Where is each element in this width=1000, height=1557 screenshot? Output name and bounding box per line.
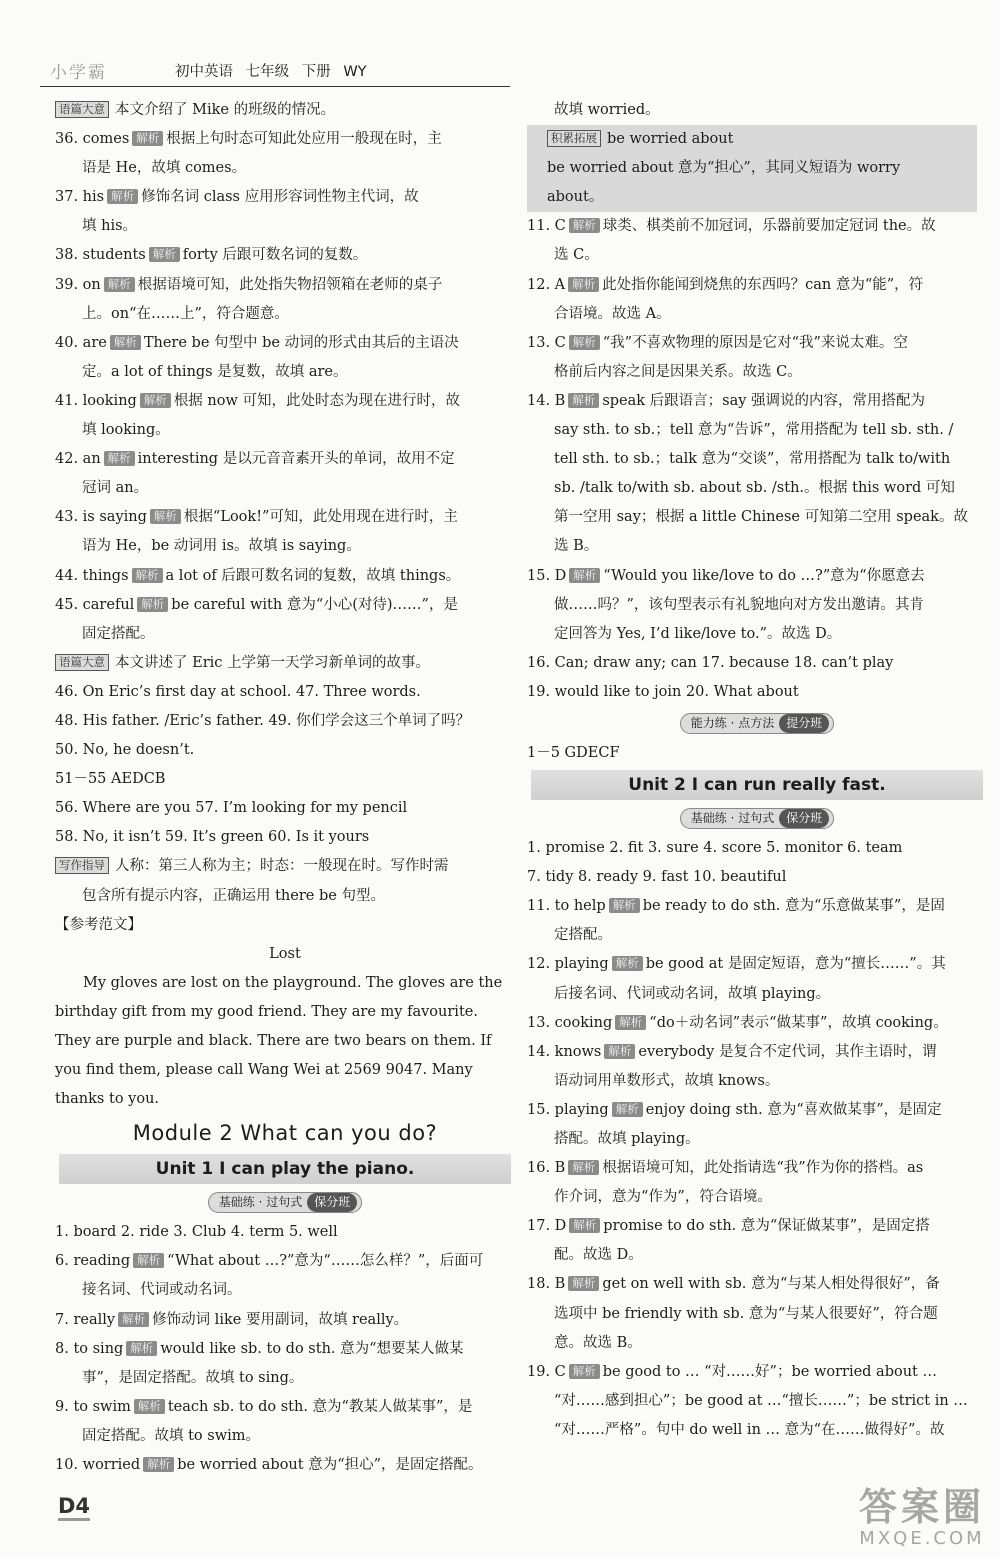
continuation-line [527,416,987,445]
continuation-line [527,1387,987,1416]
continuation-line [527,1300,987,1329]
analysis-tag: 解析 [568,393,599,408]
practice-level-banner [55,1186,515,1218]
line-text: tell sth. to sb.；talk 意为“交谈”，常用搭配为 talk to/with [554,451,951,468]
continuation-line [55,358,515,387]
continuation-line [527,1067,987,1096]
line-text: 上。on“在……上”，符合题意。 [82,305,289,322]
continuation-line [527,474,987,503]
line-text: 1. promise 2. fit 3. sure 4. score 5. monitor 6. team [527,840,903,857]
answer-line [55,707,515,736]
answer-line [527,1154,987,1183]
continuation-line [55,154,515,183]
unit-title-text: Unit 2 I can run really fast. [628,775,886,796]
answer-line [55,445,515,474]
line-text: “对……严格”。句中 do well in … 意为“在……做得好”。故 [554,1421,945,1438]
analysis-tag: 解析 [134,1399,165,1414]
line-text: 包含所有提示内容，正确运用 there be 句型。 [82,887,385,904]
continuation-line [527,980,987,1009]
line-text: 定搭配。 [554,927,612,944]
line-text: sb. /talk to/with sb. about sb. /sth.。根据 this word 可知 [554,480,955,497]
section-tag: 写作指导 [55,857,109,874]
analysis-text: be careful with 意为“小心(对待)……”，是 [171,596,458,613]
continuation-line [527,591,987,620]
answer-line [55,183,515,212]
line-text: 选 C。 [554,247,599,264]
answer-line [527,387,987,416]
analysis-tag: 解析 [104,451,135,466]
analysis-tag: 解析 [615,1015,646,1030]
answer-key: 19. C [527,1363,566,1380]
analysis-tag: 解析 [150,509,181,524]
header-text: 初中英语 七年级 下册 WY [175,64,367,80]
line-text: 合语境。故选 A。 [554,305,671,322]
analysis-text: speak 后跟语言；say 强调说的内容，常用搭配为 [602,392,926,409]
continuation-line [55,1422,515,1451]
analysis-tag: 解析 [149,247,180,262]
answer-line [55,387,515,416]
continuation-line [527,241,987,270]
practice-name: 基础练 · 过句式 [690,811,775,826]
analysis-text: 修饰动词 like 要用副词，故填 really。 [152,1311,409,1328]
line-text: 格前后内容之间是因果关系。故选 C。 [554,363,802,380]
analysis-tag: 解析 [107,189,138,204]
answer-key: 14. knows [527,1043,602,1060]
section-text: 本文讲述了 Eric 上学第一天学习新单词的故事。 [115,654,430,671]
answer-line [527,1212,987,1241]
answer-line [55,1247,515,1276]
answer-line [55,911,515,940]
practice-pill [680,713,834,734]
line-text: 46. On Eric’s first day at school. 47. Three words. [55,683,421,700]
answer-key: 8. to sing [55,1340,124,1357]
analysis-tag: 解析 [137,597,168,612]
section-summary [55,649,515,678]
section-summary [55,852,515,881]
answer-key: 36. comes [55,131,130,148]
answer-line [527,1270,987,1299]
answer-line [527,329,987,358]
analysis-tag: 解析 [604,1044,635,1059]
line-text: 1－5 GDECF [527,744,620,761]
analysis-tag: 解析 [569,335,600,350]
line-text: 48. His father. /Eric’s father. 49. 你们学会这三个单词了吗？ [55,712,471,729]
answer-key: 11. C [527,218,566,235]
watermark-main: 答案圈 [858,1485,985,1529]
continuation-line [527,300,987,329]
unit-title-text: Unit 1 I can play the piano. [155,1159,415,1180]
answer-line [55,823,515,852]
continuation-line [527,503,987,532]
unit-title [59,1154,511,1184]
analysis-text: “Would you like/love to do …?”意为“你愿意去 [603,567,925,584]
analysis-tag: 解析 [143,1457,174,1472]
analysis-text: a lot of 后跟可数名词的复数，故填 things。 [165,567,461,584]
essay-title-text: Lost [269,945,301,962]
tip-title: be worried about [607,131,734,148]
analysis-tag: 解析 [568,1276,599,1291]
line-text: 56. Where are you 57. I’m looking for my pencil [55,800,408,817]
answer-line [55,591,515,620]
analysis-tag: 解析 [132,131,163,146]
analysis-tag: 解析 [104,277,135,292]
answer-key: 6. reading [55,1253,131,1270]
answer-line [527,892,987,921]
analysis-text: “do＋动名词”表示“做某事”，故填 cooking。 [649,1014,948,1031]
line-text: “对……感到担心”；be good at …“擅长……”；be strict in … [554,1392,968,1409]
section-tag: 语篇大意 [55,654,109,671]
line-text: 冠词 an。 [82,480,149,497]
line-text: 语动词用单数形式，故填 knows。 [554,1072,780,1089]
answer-line [527,649,987,678]
analysis-text: 球类、棋类前不加冠词，乐器前要加定冠词 the。故 [602,218,936,235]
continuation-line [527,358,987,387]
line-text: say sth. to sb.；tell 意为“告诉”，常用搭配为 tell sb. sth. / [554,422,954,439]
practice-level-banner [527,802,987,834]
left-column [55,96,515,1480]
answer-line [55,1335,515,1364]
answer-line [55,736,515,765]
section-text: 本文介绍了 Mike 的班级的情况。 [115,102,336,118]
analysis-tag: 解析 [569,218,600,233]
continuation-line [55,620,515,649]
essay-title [55,940,515,969]
answer-line [527,212,987,241]
continuation-line [55,416,515,445]
continuation-line [55,300,515,329]
answer-line [527,562,987,591]
analysis-tag: 解析 [609,898,640,913]
analysis-text: “What about …?”意为“……怎么样？”，后面可 [167,1253,484,1270]
tip-tag: 积累拓展 [547,130,601,147]
answer-line [55,678,515,707]
line-text: 接名词、代词或动名词。 [82,1282,242,1299]
line-text: 作介词，意为“作为”，符合语境。 [554,1189,772,1206]
header-divider [40,86,510,87]
line-text: 16. Can; draw any; can 17. because 18. can’t play [527,654,894,671]
line-text: 固定搭配。故填 to swim。 [82,1427,261,1444]
line-text: 第一空用 say；根据 a little Chinese 可知第二空用 speak。故 [554,509,968,526]
analysis-text: everybody 是复合不定代词，其作主语时，谓 [638,1043,937,1060]
answer-key: 45. careful [55,596,135,613]
continuation-line [55,474,515,503]
analysis-text: get on well with sb. 意为“与某人相处得很好”，备 [602,1276,940,1293]
tip-text: be worried about 意为“担心”，其同义短语为 worry [547,160,901,177]
answer-line [527,1096,987,1125]
answer-line [527,950,987,979]
analysis-text: be good to … “对……好”；be worried about … [602,1363,937,1380]
answer-key: 39. on [55,276,101,293]
section-tag: 语篇大意 [55,101,109,118]
answer-line [527,863,987,892]
line-text: 后接名词、代词或动名词，故填 playing。 [554,985,831,1002]
unit-title [531,770,983,800]
analysis-text: teach sb. to do sth. 意为“教某人做某事”，是 [167,1398,473,1415]
line-text: 选 B。 [554,538,599,555]
line-text: 选项中 be friendly with sb. 意为“与某人很要好”，符合题 [554,1305,938,1322]
page-number: D4 [58,1494,90,1521]
continuation-line [55,532,515,561]
answer-line [55,1218,515,1247]
line-text: 19. would like to join 20. What about [527,683,799,700]
answer-key: 16. B [527,1160,566,1177]
continuation-line [527,532,987,561]
section-text: 人称：第三人称为主；时态：一般现在时。写作时需 [115,858,449,875]
answer-line [55,765,515,794]
analysis-text: interesting 是以元音音素开头的单词，故用不定 [137,451,455,468]
continuation-line [55,1364,515,1393]
line-text: 51－55 AEDCB [55,771,166,788]
analysis-tag: 解析 [140,393,171,408]
line-text: 58. No, it isn’t 59. It’s green 60. Is it yours [55,829,370,846]
analysis-text: 修饰名词 class 应用形容词性物主代词，故 [141,189,419,206]
continuation-line [55,882,515,911]
analysis-tag: 解析 [568,277,599,292]
answer-key: 15. D [527,567,567,584]
answer-line [55,562,515,591]
analysis-tag: 解析 [110,335,141,350]
answer-key: 9. to swim [55,1398,131,1415]
answer-line [527,1038,987,1067]
continuation-line [527,445,987,474]
line-text: 7. tidy 8. ready 9. fast 10. beautiful [527,869,787,886]
book-logo: 小学霸 [50,63,107,83]
analysis-tag: 解析 [132,568,163,583]
tip-box-line [527,154,977,183]
continuation-line [527,96,987,125]
line-text: 【参考范文】 [55,916,142,933]
sample-essay [55,969,515,1114]
analysis-text: 根据 now 可知，此处时态为现在进行时，故 [173,392,461,409]
line-text: 配。故选 D。 [554,1247,643,1264]
continuation-line [527,1125,987,1154]
line-text: 1. board 2. ride 3. Club 4. term 5. well [55,1224,338,1241]
line-text: 意。故选 B。 [554,1334,642,1351]
analysis-text: promise to do sth. 意为“保证做某事”，是固定搭 [603,1218,930,1235]
answer-key: 10. worried [55,1457,141,1474]
line-text: 语为 He，be 动词用 is。故填 is saying。 [82,538,361,555]
answer-line [55,241,515,270]
continuation-line [527,1329,987,1358]
analysis-text: 根据上句时态可知此处应用一般现在时，主 [166,131,442,148]
answer-key: 44. things [55,567,129,584]
answer-key: 13. cooking [527,1014,613,1031]
analysis-tag: 解析 [568,1160,599,1175]
answer-key: 11. to help [527,898,606,915]
analysis-text: 此处指你能闻到烧焦的东西吗？can 意为“能”，符 [602,276,924,293]
line-text: 语是 He，故填 comes。 [82,160,247,177]
answer-line [55,794,515,823]
line-text: 定回答为 Yes, I’d like/love to.”。故选 D。 [554,625,842,642]
analysis-text: 根据语境可知，此处指失物招领箱在老师的桌子 [137,276,443,293]
answer-line [527,739,987,768]
analysis-tag: 解析 [118,1312,149,1327]
practice-name: 基础练 · 过句式 [218,1195,303,1210]
continuation-line [527,1416,987,1445]
continuation-line [527,620,987,649]
analysis-text: 根据语境可知，此处指请选“我”作为你的搭档。as [602,1160,924,1177]
practice-pill [680,808,834,829]
line-text: 定。a lot of things 是复数，故填 are。 [82,363,348,380]
analysis-tag: 解析 [133,1253,164,1268]
line-text: 事”，是固定搭配。故填 to sing。 [82,1369,304,1386]
answer-key: 14. B [527,392,566,409]
line-text: 50. No, he doesn’t. [55,742,195,759]
line-text: 填 his。 [82,218,138,235]
answer-key: 38. students [55,247,146,264]
continuation-line [55,212,515,241]
practice-pill [208,1192,362,1213]
analysis-tag: 解析 [612,1102,643,1117]
analysis-text: 根据“Look!”可知，此处用现在进行时，主 [183,509,458,526]
answer-key: 17. D [527,1218,567,1235]
continuation-line [527,1183,987,1212]
level-badge: 提分班 [779,714,829,733]
line-text: 固定搭配。 [82,625,155,642]
analysis-text: enjoy doing sth. 意为“喜欢做某事”，是固定 [645,1101,942,1118]
answer-key: 37. his [55,189,105,206]
section-summary [55,96,515,125]
analysis-text: would like sb. to do sth. 意为“想要某人做某 [160,1340,464,1357]
level-badge: 保分班 [307,1193,357,1212]
answer-key: 18. B [527,1276,566,1293]
answer-key: 15. playing [527,1101,609,1118]
answer-line [55,503,515,532]
answer-line [527,1009,987,1038]
line-text: 故填 worried。 [554,102,660,118]
answer-key: 40. are [55,334,107,351]
tip-text: about。 [547,189,604,206]
line-text: 做……吗？”，该句型表示有礼貌地向对方发出邀请。其肯 [554,596,924,613]
right-column [527,96,987,1445]
answer-line [55,1393,515,1422]
practice-level-banner [527,707,987,739]
module-title [55,1114,515,1152]
answer-key: 41. looking [55,392,137,409]
analysis-tag: 解析 [569,568,600,583]
tip-box-line [527,183,977,212]
watermark-url: MXQE.COM [859,1528,985,1549]
analysis-tag: 解析 [569,1364,600,1379]
analysis-text: be ready to do sth. 意为“乐意做某事”，是固 [642,898,945,915]
continuation-line [55,1276,515,1305]
continuation-line [527,921,987,950]
answer-line [527,678,987,707]
answer-key: 13. C [527,334,566,351]
answer-line [527,1358,987,1387]
answer-line [55,329,515,358]
analysis-text: be worried about 意为“担心”，是固定搭配。 [177,1457,483,1474]
line-text: 搭配。故填 playing。 [554,1131,700,1147]
answer-key: 12. playing [527,956,609,973]
practice-name: 能力练 · 点方法 [690,715,775,730]
analysis-text: “我”不喜欢物理的原因是它对“我”来说太难。空 [602,334,908,351]
page-header [50,58,530,84]
answer-key: 12. A [527,276,566,293]
analysis-tag: 解析 [612,956,643,971]
analysis-tag: 解析 [569,1218,600,1233]
analysis-text: forty 后跟可数名词的复数。 [182,247,368,264]
module-title-text: Module 2 What can you do? [132,1121,438,1146]
answer-line [527,271,987,300]
continuation-line [527,1241,987,1270]
answer-line [55,125,515,154]
line-text: 填 looking。 [82,422,170,439]
tip-box-header [527,125,977,154]
analysis-text: be good at 是固定短语，意为“擅长……”。其 [645,956,946,973]
answer-key: 7. really [55,1311,116,1328]
answer-line [55,271,515,300]
analysis-tag: 解析 [126,1341,157,1356]
answer-key: 42. an [55,451,101,468]
answer-line [55,1451,515,1480]
answer-line [527,834,987,863]
analysis-text: There be 句型中 be 动词的形式由其后的主语决 [143,334,459,351]
watermark [859,1486,985,1549]
level-badge: 保分班 [779,809,829,828]
essay-text: My gloves are lost on the playground. The gloves are the birthday gift from my good friend. They are my favourite. They are purple and black. There are two bears on them. If you find them, please call Wang Wei at 2569 9047. Many thanks to you. [55,974,503,1108]
answer-key: 43. is saying [55,509,147,526]
answer-line [55,1306,515,1335]
